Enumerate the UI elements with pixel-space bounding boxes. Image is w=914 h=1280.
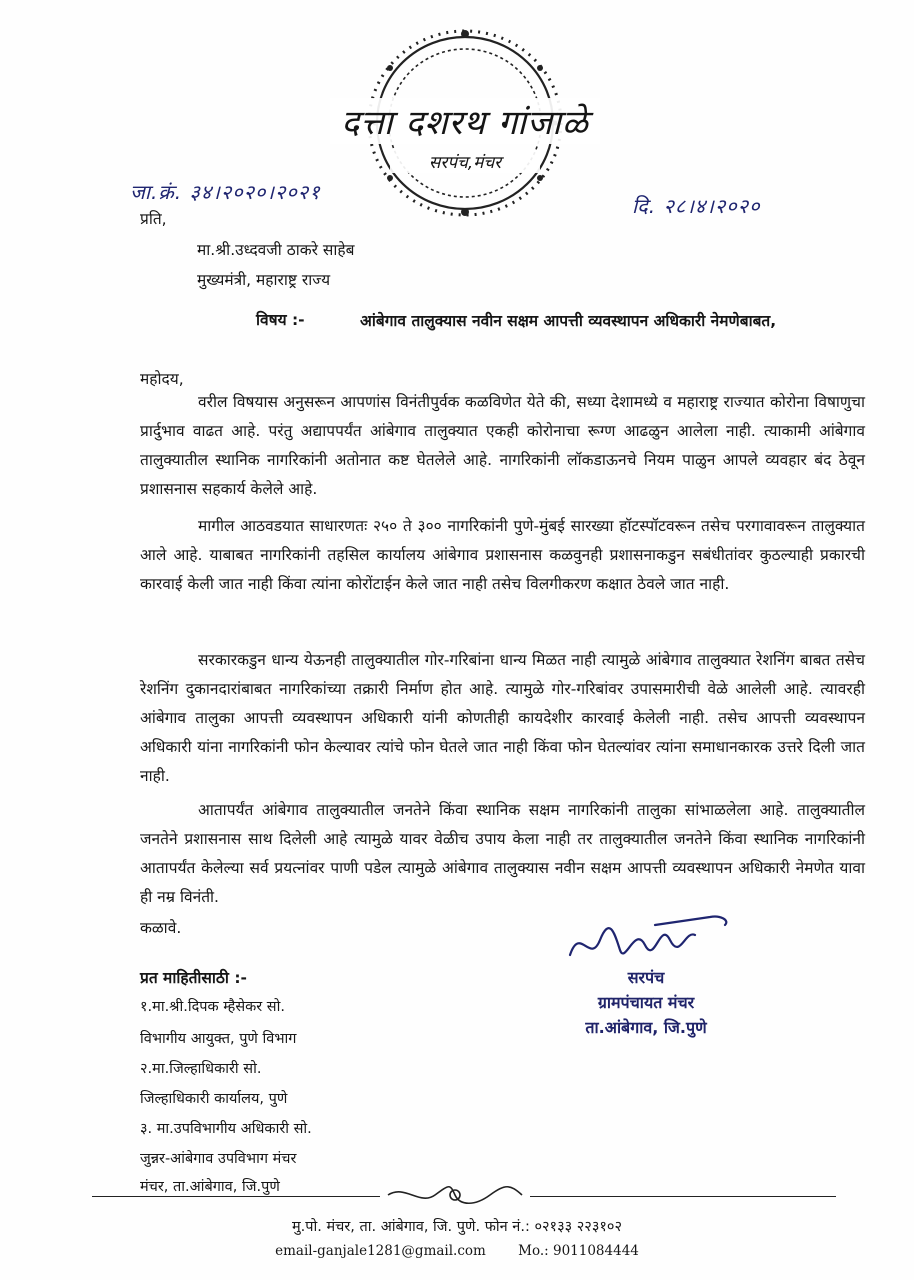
cc-line: २.मा.जिल्हाधिकारी सो. bbox=[140, 1061, 262, 1077]
signature-stamp bbox=[556, 965, 736, 1040]
cc-line: विभागीय आयुक्त, पुणे विभाग bbox=[140, 1031, 297, 1047]
body-paragraph: वरील विषयास अनुसरून आपणांस विनंतीपुर्वक कळविणेत येते की, सध्या देशामध्ये व महाराष्ट्र राज्यात कोरोना विषाणुचा प्रार्दुभाव वाढत आहे. परंतु अद्यापपर्यंत आंबेगाव तालुक्यात एकही कोरोनाचा रूग्ण आढळुन आलेला नाही. त्याकामी आंबेगाव तालुक्यातील स्थानिक नागरिकांनी अतोनात कष्ट घेतलेले आहे. नागरिकांनी लॉकडाऊनचे नियम पाळुन आपले व्यवहार बंद ठेवून प्रशासनास सहकार्य केलेले आहे. bbox=[140, 393, 865, 498]
closing: कळावे. bbox=[140, 919, 182, 937]
body-paragraph: आतापर्यंत आंबेगाव तालुक्यातील जनतेने किंवा स्थानिक सक्षम नागरिकांनी तालुका सांभाळलेला आहे. तालुक्यातील जनतेने प्रशासनास साथ दिलेली आहे त्यामुळे यावर वेळीच उपाय केला नाही तर तालुक्यातील जनतेने किंवा स्थानिक नागरिकांनी आतापर्यंत केलेल्या सर्व प्रयत्नांवर पाणी पडेल त्यामुळे आंबेगाव तालुक्यास नवीन सक्षम आपत्ती व्यवस्थापन अधिकारी नेमणेत यावा ही नम्र विनंती. bbox=[140, 801, 865, 906]
footer-ornament bbox=[380, 1182, 530, 1208]
footer-address: मु.पो. मंचर, ता. आंबेगाव, जि. पुणे. फोन नं.: ०२१३३ २२३१०२ bbox=[291, 1219, 622, 1235]
footer-mobile: Mo.: 9011084444 bbox=[518, 1243, 639, 1259]
subject-text: आंबेगाव तालुक्यास नवीन सक्षम आपत्ती व्यवस्थापन अधिकारी नेमणेबाबत, bbox=[360, 312, 777, 330]
body-paragraph: सरकारकडुन धान्य येऊनही तालुक्यातील गोर-गरिबांना धान्य मिळत नाही त्यामुळे आंबेगाव तालुक्यात रेशनिंग बाबत तसेच रेशनिंग दुकानदारांबाबत नागरिकांच्या तक्रारी निर्माण होत आहे. त्यामुळे गोर-गरिबांवर उपासमारीची वेळे आलेली आहे. त्यावरही आंबेगाव तालुका आपत्ती व्यवस्थापन अधिकारी यांनी कोणतीही कायदेशीर कारवाई केलेली नाही. तसेच आपत्ती व्यवस्थापन अधिकारी यांना नागरिकांनी फोन केल्यावर त्यांचे फोन घेतले जात नाही किंवा फोन घेतल्यांवर त्यांना समाधानकारक उत्तरे दिली जात नाही. bbox=[140, 651, 865, 785]
recipient-designation: मुख्यमंत्री, महाराष्ट्र राज्य bbox=[197, 271, 331, 289]
footer-contact bbox=[0, 1243, 914, 1259]
stamp-line: ग्रामपंचायत मंचर bbox=[597, 993, 695, 1012]
body-paragraph: मागील आठवडयात साधारणतः २५० ते ३०० नागरिकांनी पुणे-मुंबई सारख्या हॉटस्पॉटवरून तसेच परगावावरून तालुक्यात आले आहे. याबाबत नागरिकांनी तहसिल कार्यालय आंबेगाव प्रशासनास कळवुनही प्रशासनाकडुन सबंधीतांवर कुठल्याही प्रकारची कारवाई केली जात नाही किंवा त्यांना कोरोंटाईन केले जात नाही तसेच विलगीकरण कक्षात ठेवले जात नाही. bbox=[140, 517, 865, 593]
salutation: महोदय, bbox=[140, 370, 184, 388]
cc-line: १.मा.श्री.दिपक म्हैसेकर सो. bbox=[140, 999, 285, 1015]
stamp-line: सरपंच bbox=[627, 968, 665, 987]
recipient-prefix: प्रति, bbox=[140, 210, 167, 228]
cc-line: मंचर, ता.आंबेगाव, जि.पुणे bbox=[140, 1179, 280, 1195]
letterhead-title: सरपंच,मंचर bbox=[390, 150, 540, 173]
cc-heading: प्रत माहितीसाठी :- bbox=[140, 969, 247, 987]
outward-number: जा.क्रं. ३४।२०२०।२०२१ bbox=[130, 180, 321, 204]
subject-label: विषय :- bbox=[256, 311, 305, 329]
cc-line: जिल्हाधिकारी कार्यालय, पुणे bbox=[140, 1091, 288, 1107]
letterhead-name: दत्ता दशरथ गांजाळे bbox=[330, 98, 600, 144]
stamp-line: ता.आंबेगाव, जि.पुणे bbox=[585, 1018, 707, 1037]
footer-email: email-ganjale1281@gmail.com bbox=[275, 1243, 486, 1259]
cc-line: जुन्नर-आंबेगाव उपविभाग मंचर bbox=[140, 1151, 297, 1167]
letter-date: दि. २८।४।२०२० bbox=[632, 194, 761, 218]
cc-line: ३. मा.उपविभागीय अधिकारी सो. bbox=[140, 1121, 312, 1137]
recipient-name: मा.श्री.उध्दवजी ठाकरे साहेब bbox=[197, 241, 355, 259]
